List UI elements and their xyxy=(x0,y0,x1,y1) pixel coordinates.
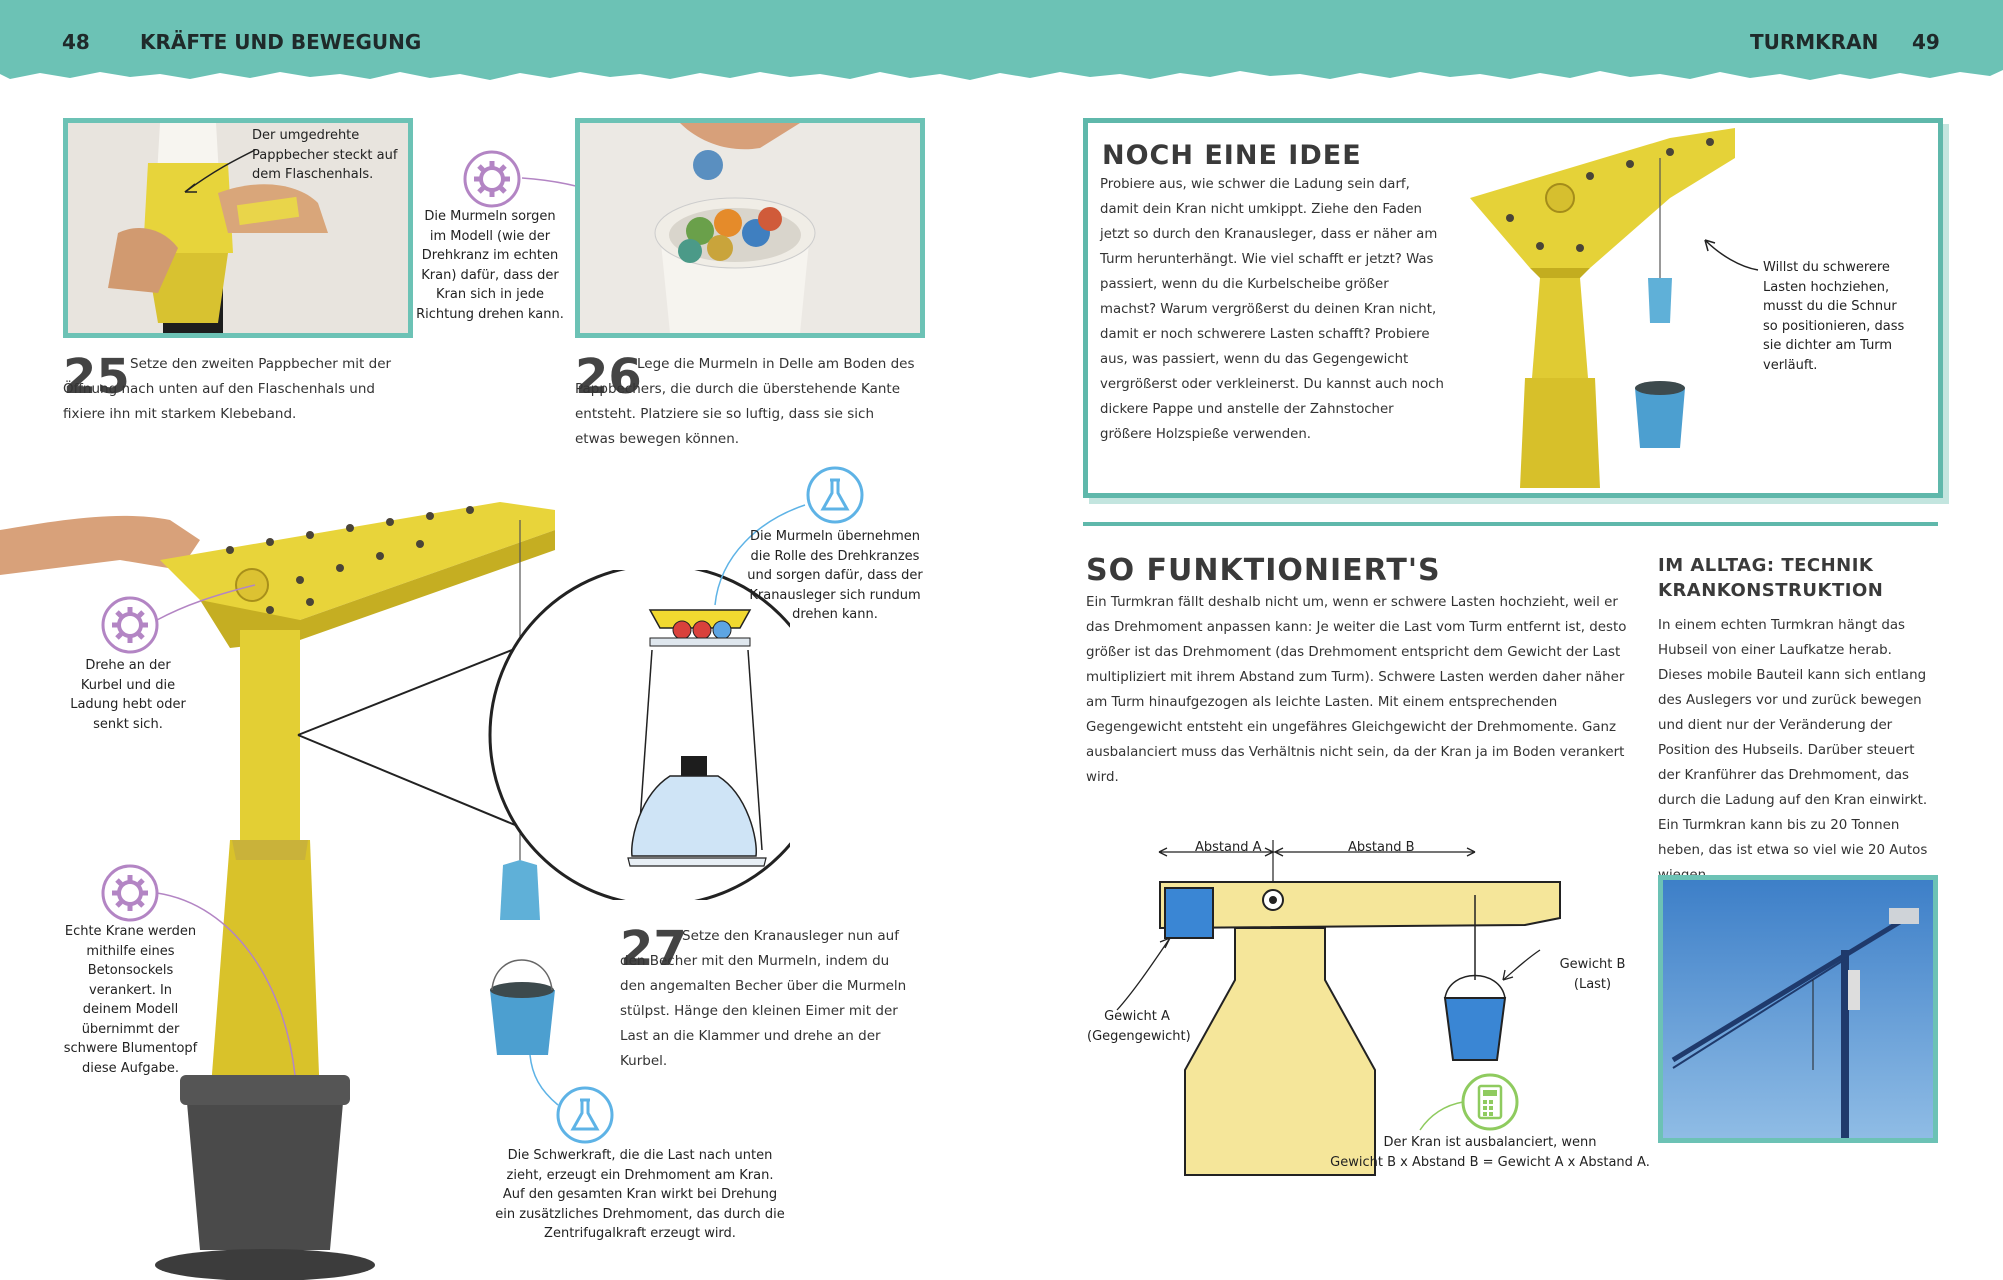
gravity-note: Die Schwerkraft, die die Last nach unten zieht, erzeugt ein Drehmoment am Kran. Auf den gesamten Kran wirkt bei Drehung ein zusätzliches Drehmoment, das durch die Zentrifugalkraft erzeugt wird. xyxy=(495,1148,785,1241)
label-abstand-a: Abstand A xyxy=(1195,840,1262,855)
crank-note-connector xyxy=(155,575,265,635)
idea-text: Probiere aus, wie schwer die Ladung sein darf, damit dein Kran nicht umkippt. Ziehe den Faden jetzt so durch den Kranausleger, dass er näher am Turm herunterhängt. Wie viel schafft er jetzt? Was passiert, wenn du die Kurbelscheibe größer machst? Warum vergrößerst du deinen Kran nicht, damit er noch schwerere Lasten schafft? Probiere aus, was passiert, wenn du das Gegengewicht vergrößerst oder verkleinerst. Du kannst auch noch dickere Pappe und anstelle der Zahnstocher größere Holzspieße verwenden. xyxy=(1100,177,1444,442)
step-27-number: 27 xyxy=(620,921,687,977)
left-running-title: KRÄFTE UND BEWEGUNG xyxy=(140,30,422,54)
gravity-note-connector xyxy=(520,1050,580,1115)
balance-equation: Der Kran ist ausbalanciert, wenn Gewicht B x Abstand B = Gewicht A x Abstand A. xyxy=(1330,1135,1650,1170)
label-gewicht-a: Gewicht A (Gegengewicht) xyxy=(1087,1009,1191,1044)
base-note: Echte Krane werden mithilfe eines Betonsockels verankert. In deinem Modell übernimmt der schwere Blumentopf diese Aufgabe. xyxy=(63,924,198,1076)
turntable-note: Die Murmeln übernehmen die Rolle des Drehkranzes und sorgen dafür, dass der Kranausleger sich rundum drehen kann. xyxy=(747,529,923,622)
marbles-note: Die Murmeln sorgen im Modell (wie der Drehkranz im echten Kran) dafür, dass der Kran sich in jede Richtung drehen kann. xyxy=(416,209,564,322)
how-title: SO FUNKTIONIERT'S xyxy=(1086,553,1441,588)
step-26-text: Lege die Murmeln in Delle am Boden des Pappbechers, die durch die überstehende Kante entsteht. Platziere sie so luftig, dass sie sich etwas bewegen können. xyxy=(575,356,915,447)
label-gewicht-b: Gewicht B (Last) xyxy=(1559,957,1626,992)
alltag-text: In einem echten Turmkran hängt das Hubseil von einer Laufkatze herab. Dieses mobile Bauteil kann sich entlang des Auslegers vor und zurück bewegen und dient nur der Veränderung der Position des Hubseils. Darüber steuert der Kranführer das Drehmoment, das durch die Ladung auf den Kran einwirkt. Ein Turmkran kann bis zu 20 Tonnen heben, das ist etwa so viel wie 20 Autos xyxy=(1658,618,1928,858)
photo1-callout-arrow xyxy=(175,140,265,200)
turntable-magnifier-sketch xyxy=(290,570,790,900)
marbles-in-cup-illustration xyxy=(580,123,920,333)
alltag-title-1: IM ALLTAG: TECHNIK xyxy=(1658,555,1874,576)
left-page-number: 48 xyxy=(62,30,90,54)
gear-icon xyxy=(462,149,522,209)
idea-callout-arrow xyxy=(1700,235,1760,280)
section-divider xyxy=(1083,522,1938,526)
crane-model-photo-small xyxy=(1470,128,1745,488)
idea-title: NOCH EINE IDEE xyxy=(1102,140,1362,171)
label-abstand-b: Abstand B xyxy=(1348,840,1415,855)
tower-crane-illustration xyxy=(1663,880,1933,1138)
crank-note: Drehe an der Kurbel und die Ladung hebt oder senkt sich. xyxy=(70,658,186,732)
step-25-number: 25 xyxy=(63,349,130,405)
right-page-number: 49 xyxy=(1912,30,1940,54)
photo1-callout: Der umgedrehte Pappbecher steckt auf dem Flaschenhals. xyxy=(252,128,398,182)
idea-callout: Willst du schwerere Lasten hochziehen, musst du die Schnur so positionieren, dass sie dichter am Turm verläuft. xyxy=(1763,260,1905,373)
calculator-icon xyxy=(1463,1075,1517,1129)
gear-icon xyxy=(100,863,160,923)
step-25-text: Setze den zweiten Pappbecher mit der Öffnung nach unten auf den Flaschenhals und fixiere ihn mit starkem Klebeband. xyxy=(63,356,392,422)
step-26-number: 26 xyxy=(575,349,642,405)
alltag-title-2: KRANKONSTRUKTION xyxy=(1658,580,1884,601)
photo-marbles-in-cup xyxy=(575,118,925,338)
step-27-text: Setze den Kranausleger nun auf den Becher mit den Murmeln, indem du den angemalten Becher über die Murmeln stülpst. Hänge den kleinen Eimer mit der Last an die Klammer und drehe an der Kurbel. xyxy=(620,928,907,1069)
how-text: Ein Turmkran fällt deshalb nicht um, wenn er schwere Lasten hochzieht, weil er das Drehmoment anpassen kann: Je weiter die Last vom Turm entfernt ist, desto größer ist das Drehmoment (das Drehmoment entspricht dem Gewicht der Last multipliziert mit ihrem Abstand zum Turm). Schwere Lasten werden daher näher am Turm hinaufgezogen als leichte Lasten. Mit einem entsprechenden Gegengewicht entsteht ein ungefähres Gleichgewicht der Drehmomente. Ganz ausbalanciert muss das Verhältnis nicht sein, da der Kran ja im Boden verankert wird. xyxy=(1086,595,1627,785)
right-running-title: TURMKRAN xyxy=(1750,30,1879,54)
gear-icon xyxy=(100,595,160,655)
tower-crane-photo xyxy=(1658,875,1938,1143)
